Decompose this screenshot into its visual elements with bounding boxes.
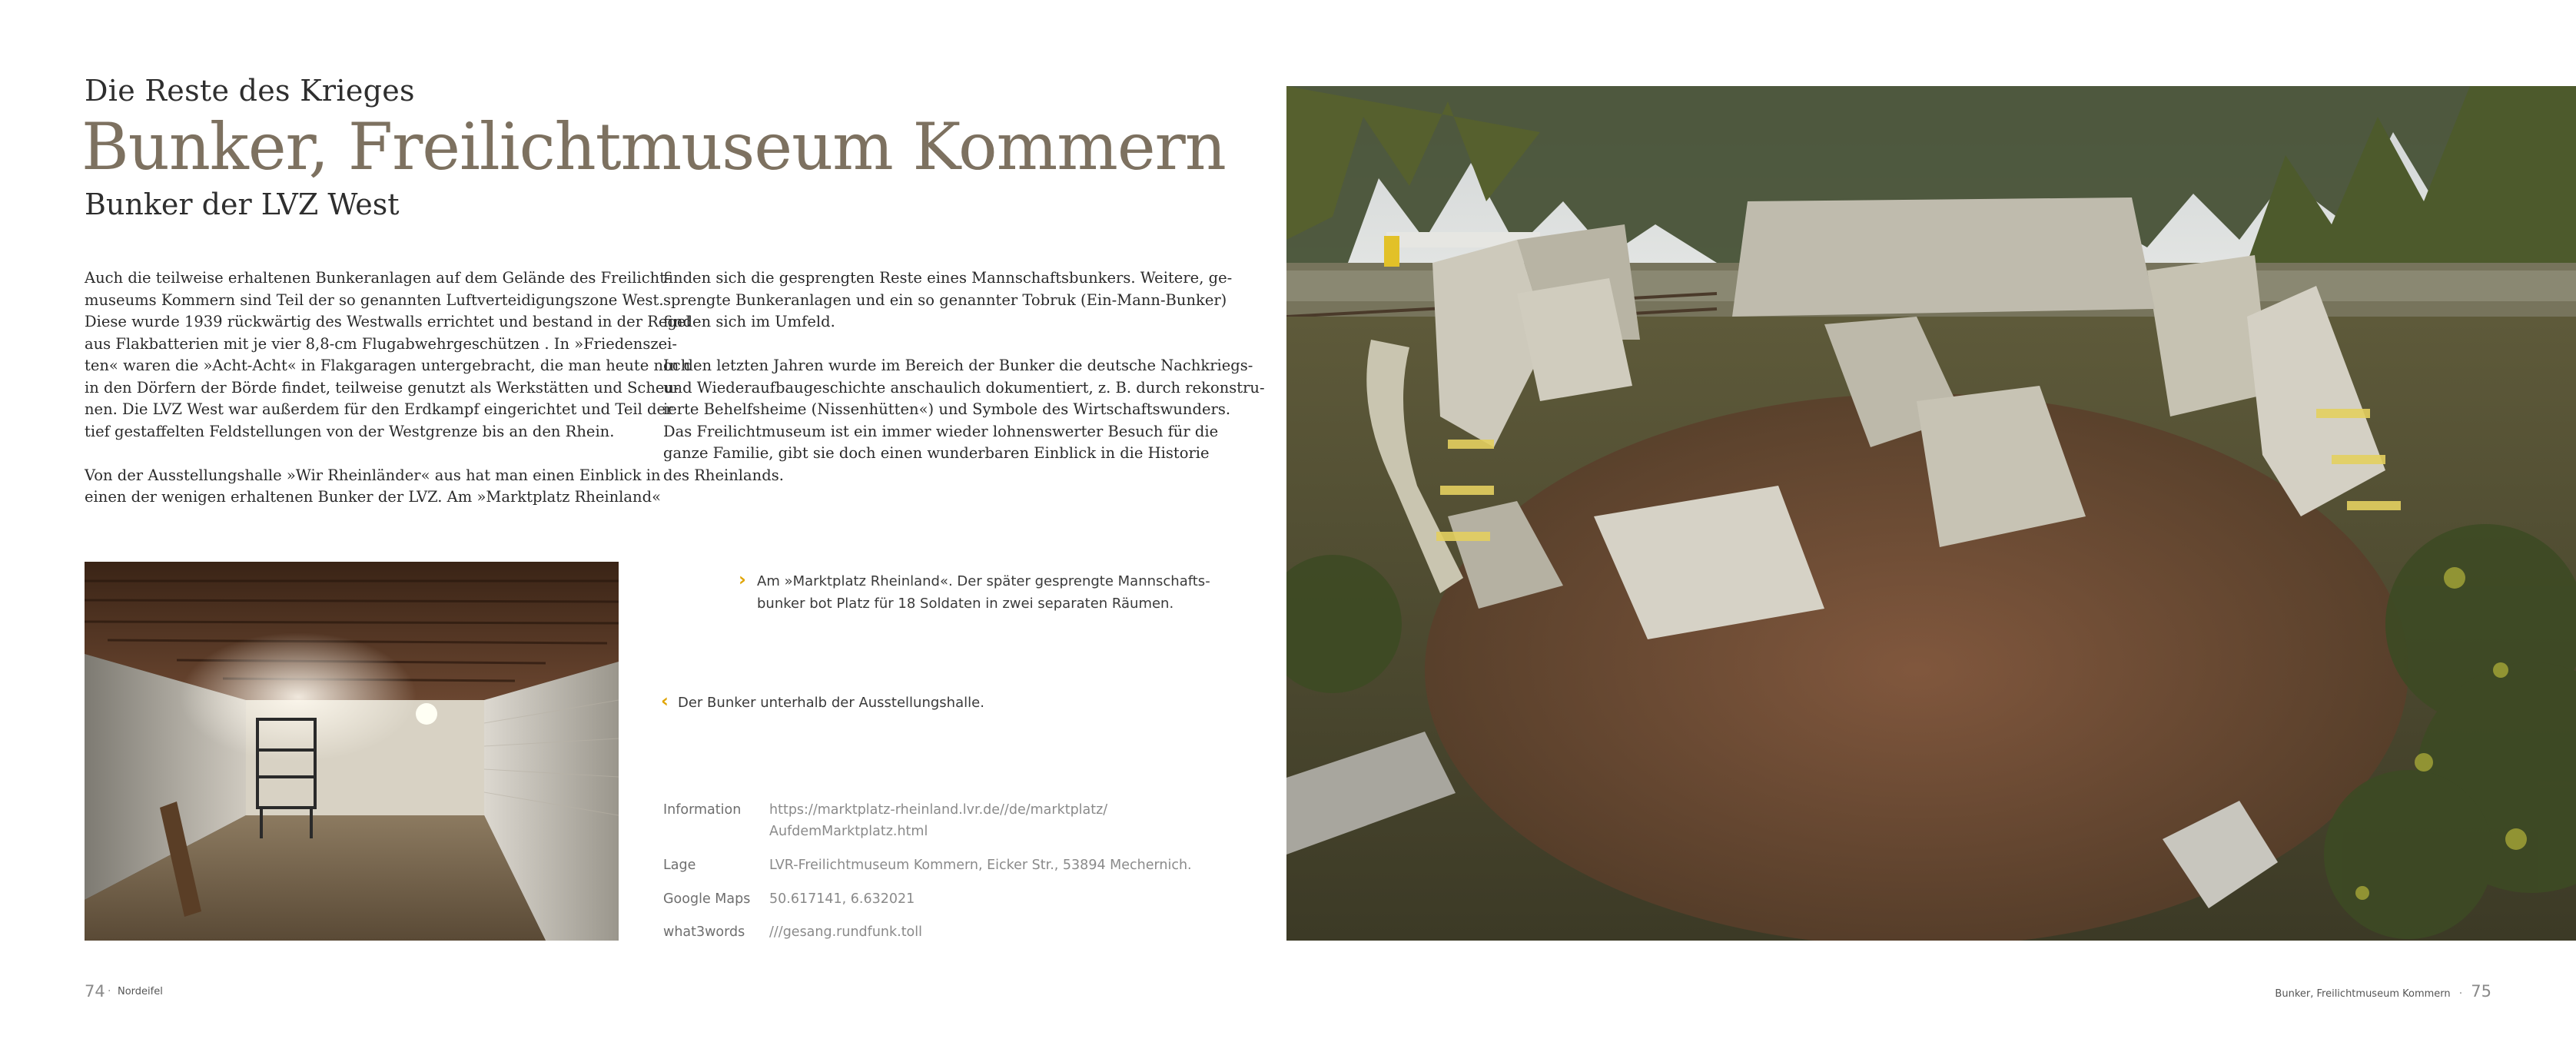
caption-line: bunker bot Platz für 18 Soldaten in zwei separaten Räumen. (757, 596, 1174, 612)
info-value: ///gesang.rundfunk.toll (769, 924, 922, 940)
section-kicker: Die Reste des Krieges (85, 74, 415, 108)
caption-interior-photo (661, 690, 1062, 714)
body-text-line: ten« waren die »Acht-Acht« in Flakgaragen untergebracht, die man heute noch (85, 357, 691, 374)
body-text-line: in den Dörfern der Börde findet, teilweise genutzt als Werkstätten und Scheu- (85, 378, 679, 397)
info-value-link[interactable]: https://marktplatz-rheinland.lvr.de//de/marktplatz/ (769, 802, 1108, 818)
footer-separator: · (2458, 987, 2463, 1000)
info-label: Lage (663, 858, 696, 873)
body-text-line: aus Flakbatterien mit je vier 8,8-cm Flugabwehrgeschützen . In »Friedenszei- (85, 334, 677, 353)
body-text-line: einen der wenigen erhaltenen Bunker der LVZ. Am »Marktplatz Rheinland« (85, 488, 662, 506)
body-text-line: Von der Ausstellungshalle »Wir Rheinländer« aus hat man einen Einblick in (85, 466, 661, 484)
body-text-line: finden sich im Umfeld. (663, 313, 835, 330)
paragraph-gap (85, 443, 622, 465)
running-footer-right: Bunker, Freilichtmuseum Kommern (2275, 988, 2451, 1000)
page-number-right: 75 (2471, 982, 2491, 1001)
body-text-line: Auch die teilweise erhaltenen Bunkeranlagen auf dem Gelände des Freilicht- (85, 269, 671, 287)
chevron-left-icon: ‹ (661, 690, 669, 712)
caption-line: Am »Marktplatz Rheinland«. Der später gesprengte Mannschafts- (757, 573, 1210, 589)
body-text-line: Das Freilichtmuseum ist ein immer wieder lohnenswerter Besuch für die (663, 422, 1219, 440)
bunker-interior-photo (85, 562, 619, 941)
paragraph-gap (663, 334, 1217, 356)
body-text-line: tief gestaffelten Feldstellungen von der Westgrenze bis an den Rhein. (85, 422, 615, 440)
body-text-line: ganze Familie, gibt sie doch einen wunderbaren Einblick in die Historie (663, 444, 1210, 462)
body-text-line: museums Kommern sind Teil der so genannten Luftverteidigungszone West. (85, 290, 664, 309)
info-value-coordinates: 50.617141, 6.632021 (769, 891, 915, 907)
caption-ruins-photo (739, 569, 1233, 615)
chevron-right-icon: › (739, 569, 746, 590)
bunker-ruins-photo (1286, 86, 2576, 941)
page-title: Bunker, Freilichtmuseum Kommern (81, 109, 1226, 184)
body-text-line: finden sich die gesprengten Reste eines Mannschaftsbunkers. Weitere, ge- (663, 269, 1233, 287)
footer-separator: · (108, 985, 111, 997)
info-label: what3words (663, 924, 745, 940)
info-label: Google Maps (663, 891, 751, 907)
body-text-line: des Rheinlands. (663, 466, 784, 484)
body-text-left-column (85, 267, 691, 509)
body-text-line: und Wiederaufbaugeschichte anschaulich dokumentiert, z. B. durch rekonstru- (663, 378, 1265, 397)
body-text-line: nen. Die LVZ West war außerdem für den Erdkampf eingerichtet und Teil der (85, 400, 673, 418)
running-footer-right-group (2275, 982, 2491, 1001)
caption-line: Der Bunker unterhalb der Ausstellungshalle. (678, 695, 984, 711)
body-text-line: Diese wurde 1939 rückwärtig des Westwalls errichtet und bestand in der Regel (85, 313, 691, 330)
body-text-line: In den letzten Jahren wurde im Bereich der Bunker die deutsche Nachkriegs- (663, 357, 1253, 374)
body-text-right-column (663, 267, 1265, 486)
info-value-link-continued[interactable]: AufdemMarktplatz.html (769, 824, 928, 839)
running-footer-left: Nordeifel (118, 986, 163, 997)
body-text-line: ierte Behelfsheime (Nissenhütten«) und Symbole des Wirtschaftswunders. (663, 400, 1231, 418)
info-value: LVR-Freilichtmuseum Kommern, Eicker Str., 53894 Mechernich. (769, 858, 1192, 873)
page-number-left: 74 (85, 982, 105, 1001)
info-label: Information (663, 802, 742, 818)
page-subtitle: Bunker der LVZ West (85, 188, 400, 221)
body-text-line: sprengte Bunkeranlagen und ein so genannter Tobruk (Ein-Mann-Bunker) (663, 290, 1227, 309)
